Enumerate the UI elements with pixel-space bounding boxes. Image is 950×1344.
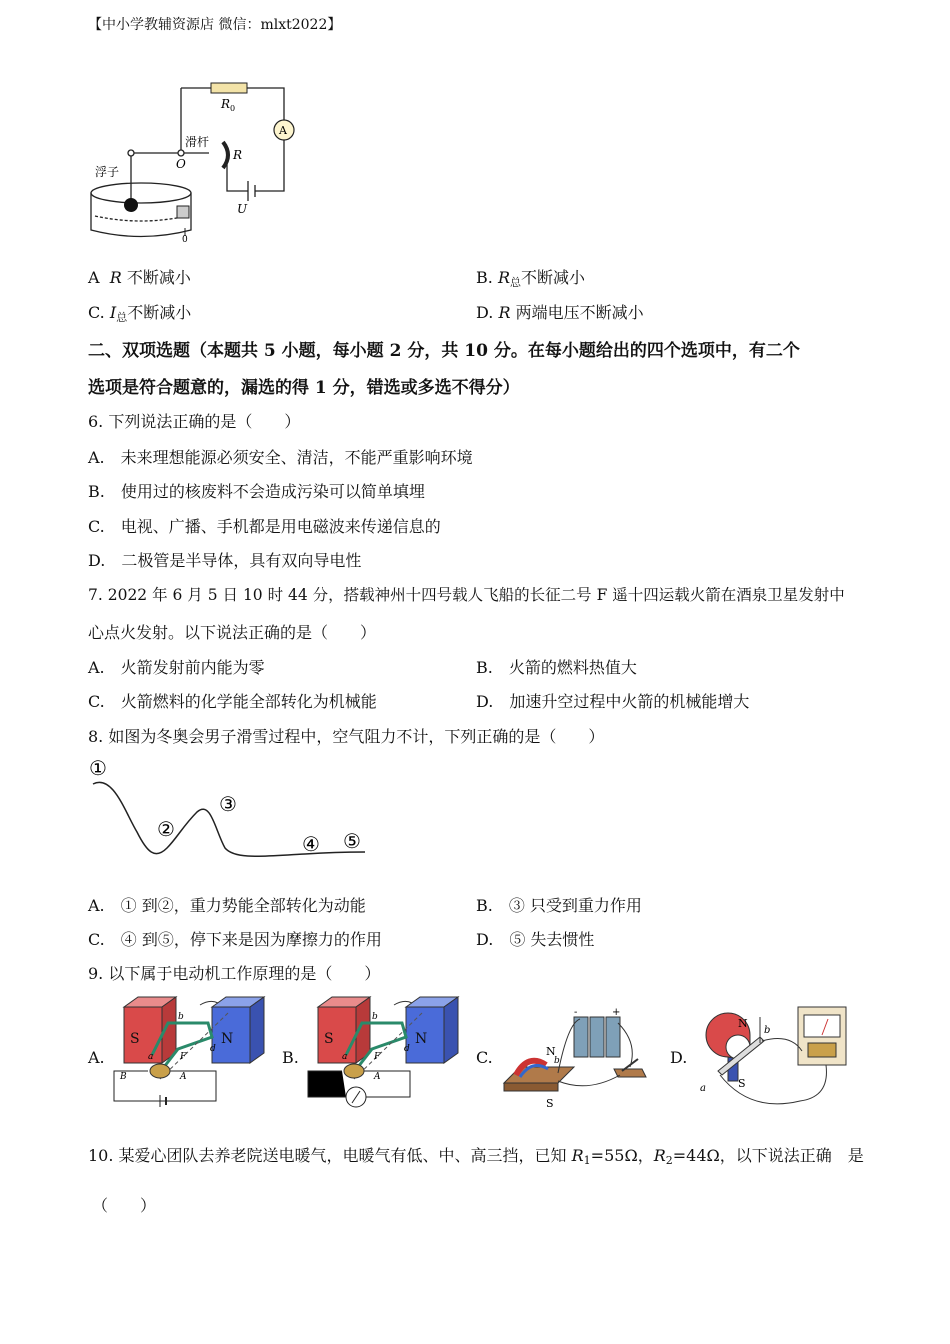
float-circuit-figure xyxy=(85,78,305,248)
q9-option-b-label: B. xyxy=(282,1048,299,1067)
slope-point-4: ④ xyxy=(302,832,320,856)
q7-stem-line1: 7. 2022 年 6 月 5 日 10 时 44 分，搭载神州十四号载人飞船的长征二号 F 遥十四运载火箭在酒泉卫星发射中 xyxy=(88,586,845,604)
q9-figure-a xyxy=(108,993,268,1108)
drip-label: 0 xyxy=(182,235,188,245)
svg-text:d: d xyxy=(210,1044,216,1054)
q9-option-d-label: D. xyxy=(670,1048,688,1067)
float-label: 浮子 xyxy=(95,165,120,179)
q9-figure-c xyxy=(498,1003,653,1113)
ski-slope-figure xyxy=(85,752,375,867)
r0-label: $R_0$ xyxy=(221,97,236,113)
q10-answer-blank: （ ） xyxy=(92,1196,157,1215)
q6-stem: 6. 下列说法正确的是（ ） xyxy=(88,412,301,431)
section-heading-line1: 二、双项选题（本题共 5 小题，每小题 2 分，共 10 分。在每小题给出的四个选项中，有二个 xyxy=(88,341,800,361)
svg-text:d: d xyxy=(404,1044,410,1054)
q8-option-d: D. ⑤ 失去惯性 xyxy=(476,930,595,949)
svg-text:A: A xyxy=(374,1072,381,1082)
slope-point-1: ① xyxy=(89,756,107,780)
q8-option-a: A. ① 到②，重力势能全部转化为动能 xyxy=(88,896,366,915)
q9-stem: 9. 以下属于电动机工作原理的是（ ） xyxy=(88,964,381,983)
q6-option-d: D. 二极管是半导体，具有双向导电性 xyxy=(88,551,362,570)
q5-option-b: B. R总不断减小 xyxy=(476,268,585,289)
svg-text:S: S xyxy=(130,1031,140,1047)
ammeter-label: A xyxy=(279,124,287,137)
q6-option-c: C. 电视、广播、手机都是用电磁波来传递信息的 xyxy=(88,517,441,536)
q9-figure-d xyxy=(690,1003,855,1113)
svg-text:a: a xyxy=(148,1052,154,1062)
slope-point-2: ② xyxy=(157,817,175,841)
section-heading-line2: 选项是符合题意的，漏选的得 1 分，错选或多选不得分） xyxy=(88,378,520,398)
svg-text:F: F xyxy=(374,1052,381,1062)
q9-option-c-label: C. xyxy=(476,1048,493,1067)
q9-option-a-label: A. xyxy=(88,1048,105,1067)
svg-text:S: S xyxy=(324,1031,334,1047)
q8-option-b: B. ③ 只受到重力作用 xyxy=(476,896,642,915)
q7-option-d: D. 加速升空过程中火箭的机械能增大 xyxy=(476,692,750,711)
svg-text:b: b xyxy=(178,1012,184,1022)
slider-label: 滑杆 xyxy=(185,135,210,149)
svg-text:N: N xyxy=(546,1045,556,1058)
svg-text:S: S xyxy=(546,1097,554,1110)
svg-text:b: b xyxy=(372,1012,378,1022)
svg-text:S: S xyxy=(738,1077,746,1090)
q7-option-b: B. 火箭的燃料热值大 xyxy=(476,658,637,677)
svg-text:N: N xyxy=(415,1031,428,1047)
svg-text:N: N xyxy=(221,1031,234,1047)
slope-point-3: ③ xyxy=(219,792,237,816)
page-header: 【中小学教辅资源店 微信：mlxt2022】 xyxy=(88,17,342,33)
pivot-label: O xyxy=(176,157,186,171)
q6-option-b: B. 使用过的核废料不会造成污染可以简单填埋 xyxy=(88,482,425,501)
svg-text:B: B xyxy=(120,1072,127,1082)
svg-text:a: a xyxy=(342,1052,348,1062)
svg-text:b: b xyxy=(764,1025,771,1036)
resistor-label: R xyxy=(233,148,243,162)
svg-text:a: a xyxy=(700,1083,706,1094)
slope-point-5: ⑤ xyxy=(343,829,361,853)
svg-text:b: b xyxy=(554,1056,560,1066)
voltage-label: U xyxy=(237,202,248,216)
q7-stem-line2: 心点火发射。以下说法正确的是（ ） xyxy=(88,623,377,642)
svg-text:N: N xyxy=(738,1017,748,1030)
q7-option-a: A. 火箭发射前内能为零 xyxy=(88,658,265,677)
svg-text:-: - xyxy=(574,1007,578,1018)
svg-text:F: F xyxy=(180,1052,187,1062)
q5-option-c: C. I总不断减小 xyxy=(88,303,192,324)
q8-stem: 8. 如图为冬奥会男子滑雪过程中，空气阻力不计，下列正确的是（ ） xyxy=(88,727,605,746)
q9-figure-b xyxy=(302,993,462,1108)
svg-text:A: A xyxy=(180,1072,187,1082)
q6-option-a: A. 未来理想能源必须安全、清洁，不能严重影响环境 xyxy=(88,448,473,467)
q7-option-c: C. 火箭燃料的化学能全部转化为机械能 xyxy=(88,692,377,711)
q8-option-c: C. ④ 到⑤，停下来是因为摩擦力的作用 xyxy=(88,930,382,949)
q5-option-a: A R 不断减小 xyxy=(88,268,191,287)
q5-option-d: D. R 两端电压不断减小 xyxy=(476,303,644,322)
q10-stem: 10. 某爱心团队去养老院送电暖气，电暖气有低、中、高三挡，已知 R1=55Ω，R2=44Ω，以下说法正确 是 xyxy=(88,1146,864,1167)
svg-text:+: + xyxy=(612,1007,621,1018)
